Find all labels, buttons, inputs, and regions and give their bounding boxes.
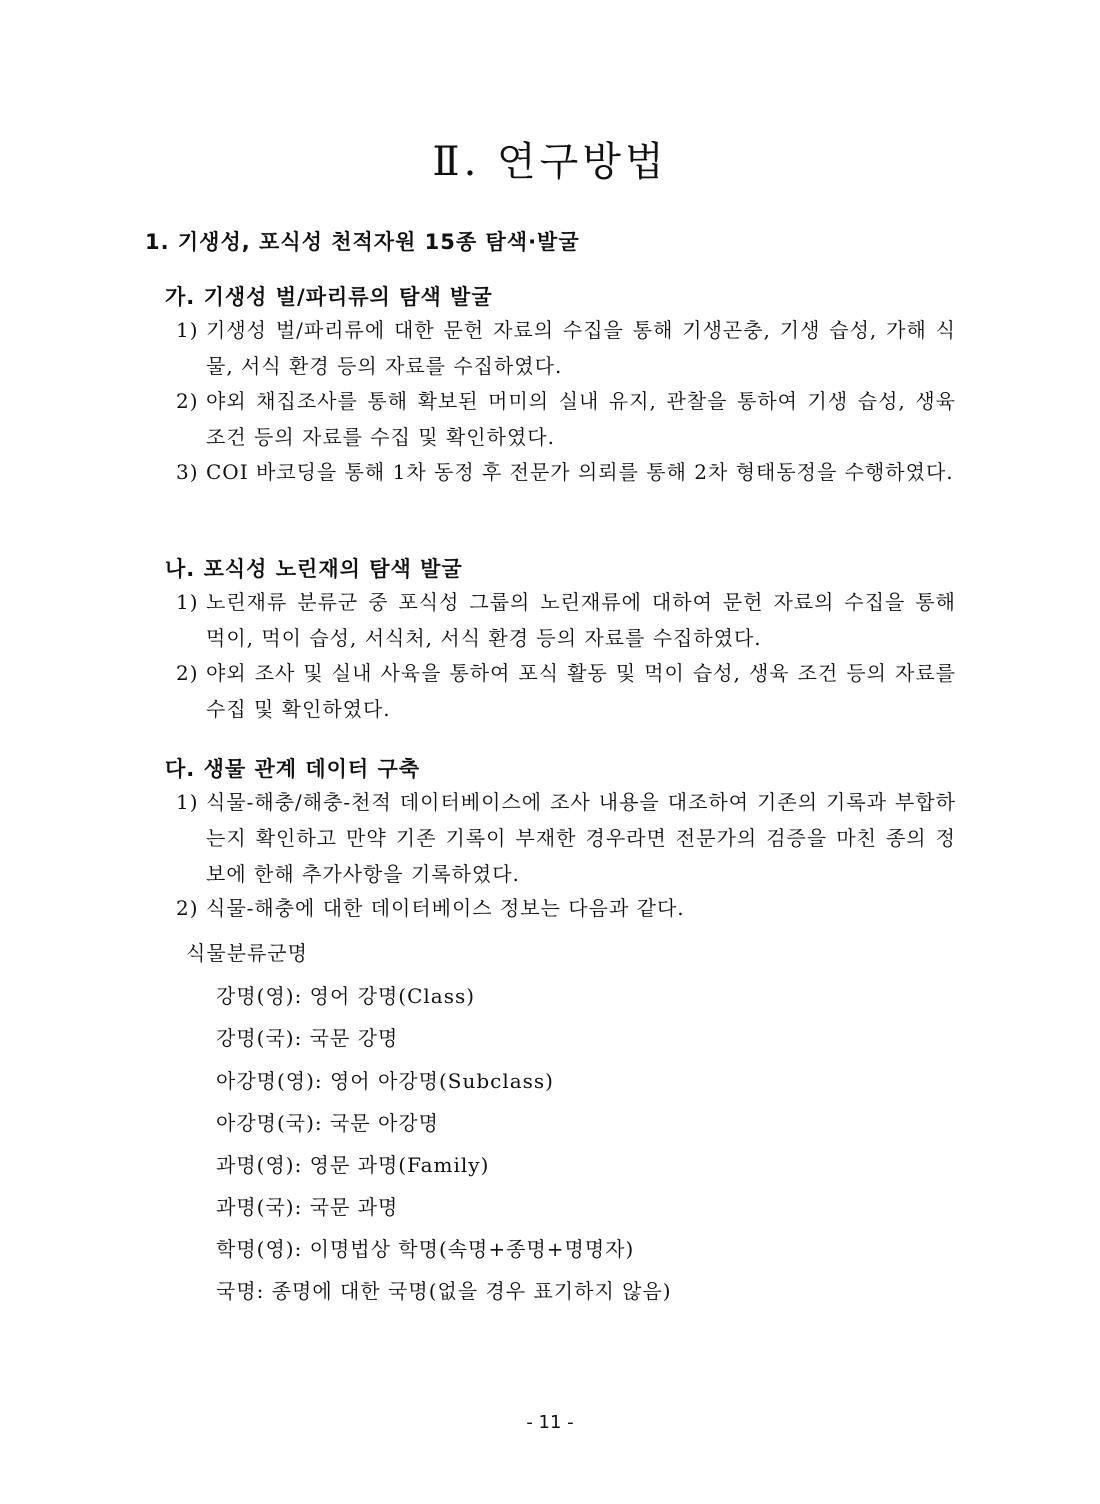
- list-item: [176, 584, 956, 656]
- db-field-item: 과명(국): 국문 과명: [216, 1195, 399, 1219]
- item-text: 기생성 벌/파리류에 대한 문헌 자료의 수집을 통해 기생곤충, 기생 습성, 가해 식물, 서식 환경 등의 자료를 수집하였다.: [206, 318, 956, 378]
- item-number: 2): [176, 389, 199, 413]
- list-item: [176, 454, 956, 490]
- item-text: 야외 조사 및 실내 사육을 통하여 포식 활동 및 먹이 습성, 생육 조건 등의 자료를 수집 및 확인하였다.: [206, 661, 956, 721]
- db-field-item: 국명: 종명에 대한 국명(없을 경우 표기하지 않음): [216, 1279, 672, 1303]
- item-text: 노린재류 분류군 중 포식성 그룹의 노린재류에 대하여 문헌 자료의 수집을 통해 먹이, 먹이 습성, 서식처, 서식 환경 등의 자료를 수집하였다.: [206, 590, 956, 650]
- list-item: [176, 383, 956, 455]
- chapter-title: Ⅱ. 연구방법: [432, 139, 668, 185]
- section-heading: 1. 기생성, 포식성 천적자원 15종 탐색·발굴: [145, 230, 580, 254]
- list-item: [176, 890, 956, 926]
- db-field-item: 학명(영): 이명법상 학명(속명+종명+명명자): [216, 1237, 635, 1261]
- item-number: 2): [176, 661, 199, 685]
- db-field-item: 강명(영): 영어 강명(Class): [216, 984, 476, 1008]
- item-text: 야외 채집조사를 통해 확보된 머미의 실내 유지, 관찰을 통하여 기생 습성, 생육 조건 등의 자료를 수집 및 확인하였다.: [206, 389, 956, 449]
- list-item: [176, 784, 956, 892]
- db-field-item: 과명(영): 영문 과명(Family): [216, 1153, 490, 1177]
- subsection-heading-b: 나. 포식성 노린재의 탐색 발굴: [165, 557, 463, 581]
- db-field-item: 아강명(국): 국문 아강명: [216, 1111, 439, 1135]
- subsection-heading-c: 다. 생물 관계 데이터 구축: [165, 757, 421, 781]
- item-number: 1): [176, 790, 199, 814]
- item-text: 식물-해충에 대한 데이터베이스 정보는 다음과 같다.: [206, 896, 685, 920]
- item-text: 식물-해충/해충-천적 데이터베이스에 조사 내용을 대조하여 기존의 기록과 부합하는지 확인하고 만약 기존 기록이 부재한 경우라면 전문가의 검증을 마친 종의 정보에 한해 추가사항을 기록하였다.: [206, 790, 956, 886]
- list-item: [176, 312, 956, 384]
- db-field-item: 강명(국): 국문 강명: [216, 1026, 399, 1050]
- item-number: 1): [176, 590, 199, 614]
- taxon-group-label: 식물분류군명: [186, 941, 308, 965]
- db-field-item: 아강명(영): 영어 아강명(Subclass): [216, 1069, 554, 1093]
- item-text: COI 바코딩을 통해 1차 동정 후 전문가 의뢰를 통해 2차 형태동정을 수행하였다.: [206, 460, 954, 484]
- item-number: 1): [176, 318, 199, 342]
- page-number: - 11 -: [526, 1412, 574, 1433]
- list-item: [176, 655, 956, 727]
- item-number: 2): [176, 896, 199, 920]
- item-number: 3): [176, 460, 199, 484]
- subsection-heading-a: 가. 기생성 벌/파리류의 탐색 발굴: [165, 285, 493, 309]
